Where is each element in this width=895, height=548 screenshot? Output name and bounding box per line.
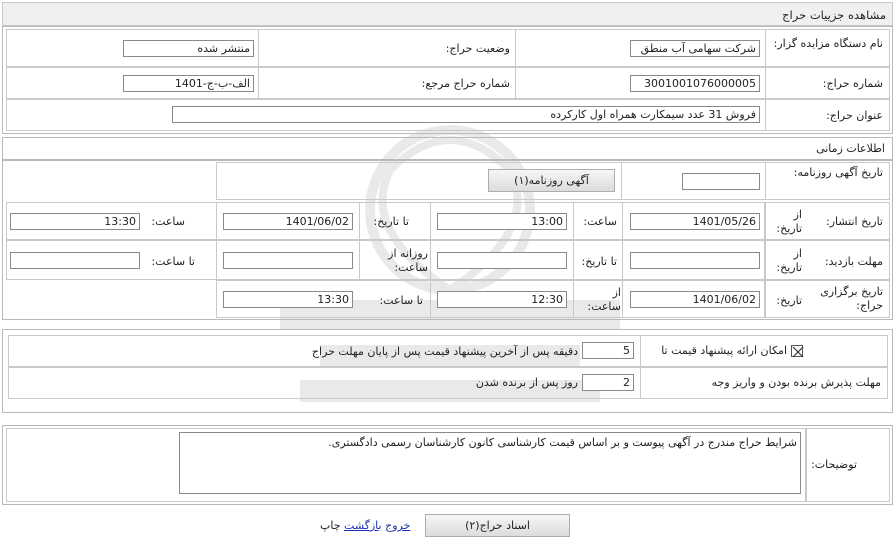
visit-to-time-label: تا ساعت: bbox=[151, 255, 195, 268]
price-option-checkbox[interactable] bbox=[791, 345, 803, 357]
publish-from-date-label: از تاریخ: bbox=[776, 208, 802, 235]
hold-date-field: 1401/06/02 bbox=[630, 291, 760, 308]
publish-to-time-field: 13:30 bbox=[10, 213, 140, 230]
ref-number-label: شماره حراج مرجع: bbox=[421, 77, 510, 90]
hold-label: تاریخ برگزاری حراج: bbox=[820, 285, 883, 312]
hold-from-time-label: از ساعت: bbox=[587, 286, 621, 313]
organizer-label: نام دستگاه مزایده گزار: bbox=[773, 37, 883, 50]
exit-link[interactable]: خروج bbox=[385, 519, 411, 532]
visit-to-date-label: تا تاریخ: bbox=[581, 255, 617, 268]
ad-date-label: تاریخ آگهی روزنامه: bbox=[793, 166, 883, 179]
status-field: منتشر شده bbox=[123, 40, 254, 57]
window-title: مشاهده جزییات حراج bbox=[782, 8, 886, 22]
newspaper-ad-button[interactable]: آگهی روزنامه(۱) bbox=[488, 169, 615, 192]
visit-to-date-field bbox=[437, 252, 567, 269]
print-link[interactable]: چاپ bbox=[320, 519, 341, 532]
notes-label: توضیحات: bbox=[811, 458, 857, 471]
publish-to-time-label: ساعت: bbox=[151, 215, 185, 228]
hold-to-time-field: 13:30 bbox=[223, 291, 353, 308]
hold-to-time-label: تا ساعت: bbox=[379, 294, 423, 307]
minutes-field: 5 bbox=[582, 342, 634, 359]
hold-date-label: تاریخ: bbox=[776, 294, 802, 307]
auction-documents-button[interactable]: اسناد حراج(۲) bbox=[425, 514, 570, 537]
visit-from-date-field bbox=[630, 252, 760, 269]
publish-from-time-field: 13:00 bbox=[437, 213, 567, 230]
publish-to-date-label: تا تاریخ: bbox=[373, 215, 409, 228]
timing-header bbox=[2, 137, 893, 160]
days-field: 2 bbox=[582, 374, 634, 391]
publish-from-date-field: 1401/05/26 bbox=[630, 213, 760, 230]
status-label: وضعیت حراج: bbox=[445, 42, 510, 55]
publish-to-date-field: 1401/06/02 bbox=[223, 213, 353, 230]
publish-label: تاریخ انتشار: bbox=[825, 215, 883, 228]
publish-from-time-label: ساعت: bbox=[583, 215, 617, 228]
window-titlebar bbox=[2, 2, 893, 26]
number-label: شماره حراج: bbox=[822, 77, 883, 90]
visit-from-label: از تاریخ: bbox=[776, 247, 802, 274]
minutes-suffix-label: دقیقه پس از آخرین پیشنهاد قیمت پس از پایان مهلت حراج bbox=[311, 345, 578, 358]
organizer-field: شرکت سهامی آب منطق bbox=[630, 40, 760, 57]
timing-section-title: اطلاعات زمانی bbox=[816, 142, 885, 155]
number-field: 3001001076000005 bbox=[630, 75, 760, 92]
days-suffix-label: روز پس از برنده شدن bbox=[475, 376, 578, 389]
visit-label: مهلت بازدید: bbox=[824, 255, 883, 268]
title-field: فروش 31 عدد سیمکارت همراه اول کارکرده bbox=[172, 106, 760, 123]
footer-links bbox=[320, 519, 410, 532]
ref-number-field: الف-ب-ج-1401 bbox=[123, 75, 254, 92]
deadline-label: مهلت پذیرش برنده بودن و واریز وجه bbox=[711, 376, 881, 389]
title-label: عنوان حراج: bbox=[826, 109, 883, 122]
visit-to-time-field bbox=[10, 252, 140, 269]
ad-date-field bbox=[682, 173, 760, 190]
back-link[interactable]: بازگشت bbox=[344, 519, 382, 532]
hold-from-time-field: 12:30 bbox=[437, 291, 567, 308]
price-option-label: امکان ارائه پیشنهاد قیمت تا bbox=[661, 344, 787, 357]
notes-textarea[interactable]: شرایط حراج مندرج در آگهی پیوست و بر اساس قیمت کارشناسی کانون کارشناسان رسمی دادگستری. bbox=[179, 432, 801, 494]
visit-daily-from-field bbox=[223, 252, 353, 269]
visit-daily-from-label: روزانه از ساعت: bbox=[388, 247, 428, 274]
